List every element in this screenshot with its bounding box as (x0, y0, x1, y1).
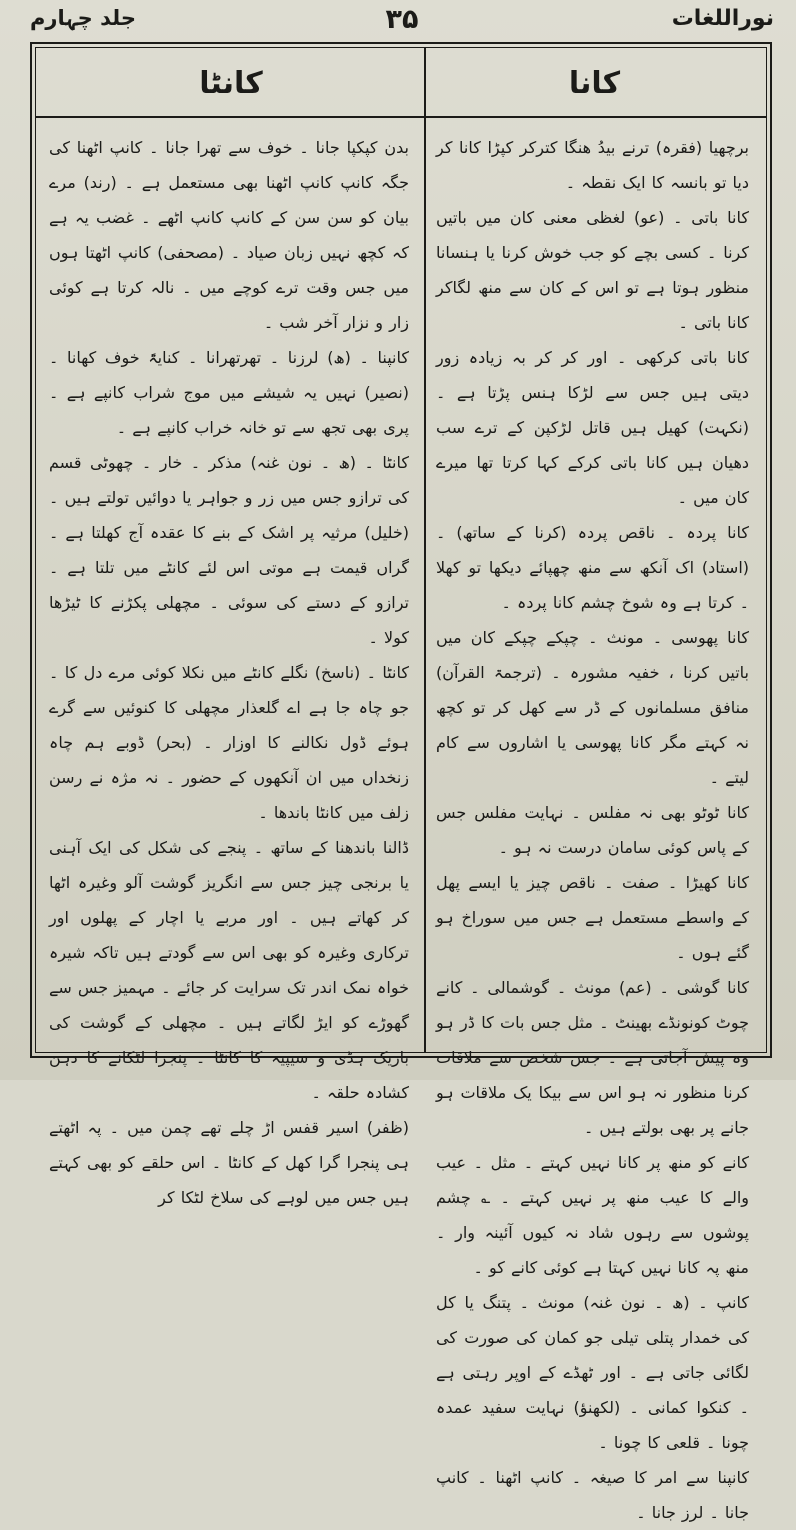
entry-text: کانٹا ۔ (ناسخ) نگلے کانٹے میں نکلا کوئی مرے دل کا ۔ جو چاہ جا ہے اے گلعذار مچھلی کا کنوئیں سے گرے ہوئے ڈول نکالنے کا اوزار ۔ (بحر) ڈوبے ہم چاہ زنخداں میں ان آنکھوں کے حضور ۔ نہ مژہ نے رسن زلف میں کانٹا باندھا ۔ (49, 663, 409, 822)
entry-text: ڈالنا باندھنا کے ساتھ ۔ پنجے کی شکل کی ایک آہنی یا برنجی چیز جس سے انگریز گوشت آلو وغیرہ اٹھا کر کھاتے ہیں ۔ اور مربے یا اچار کے پھلوں اور ترکاری وغیرہ کو بھی اس سے گودتے ہیں تاکہ شیرہ خواہ نمک اندر تک سرایت کر جائے ۔ مہمیز جس سے گھوڑے کو ایڑ لگاتے ہیں ۔ مچھلی کے گوشت کی باریک ہڈی و سیپیہ کا کانٹا ۔ پنجرا لٹکانے کا دہن کشادہ حلقہ ۔ (49, 838, 409, 1102)
column-divider (424, 48, 426, 1052)
entry-text: کانے کو منھ پر کانا نہیں کہتے ۔ مثل ۔ عیب والے کا عیب منھ پر نہیں کہتے ۔ ؎ چشم پوشوں سے رہوں شاد نہ کیوں آئینہ وار ۔ منھ پہ کانا نہیں کہتا ہے کوئی کانے کو ۔ (436, 1153, 749, 1277)
entry-text: کانٹا ۔ (ھ ۔ نون غنہ) مذکر ۔ خار ۔ چھوٹی قسم کی ترازو جس میں زر و جواہر یا دوائیں تولتے ہیں ۔ (خلیل) مرثیہ پر اشک کے بنے کا عقدہ آج کھلتا ہے ۔ گراں قیمت ہے موتی اس لئے کانٹے میں تلتا ہے ۔ ترازو کے دستے کی سوئی ۔ مچھلی پکڑنے کا ٹیڑھا کولا ۔ (49, 453, 409, 647)
entry-text: برچھیا (فقرہ) ترنے بیدُ ھنگا کترکر کپڑا کانا کر دیا تو بانسہ کا ایک نقطہ ۔ (436, 138, 749, 192)
entry-text: کانا کھیڑا ۔ صفت ۔ ناقص چیز یا ایسے پھل کے واسطے مستعمل ہے جس میں سوراخ ہو گئے ہوں ۔ (436, 873, 749, 962)
entry-text: کانپنا سے امر کا صیغہ ۔ کانپ اٹھنا ۔ کانپ جانا ۔ لرز جانا ۔ (436, 1468, 749, 1522)
entry-text: کانا پردہ ۔ ناقص پردہ (کرنا کے ساتھ) ۔ (استاد) اک آنکھ سے منھ چھپائے دیکھا تو کھلا ۔ کرتا ہے وہ شوخ چشم کانا پردہ ۔ (436, 523, 749, 612)
right-column (428, 52, 761, 1522)
entry-text: کانا ٹوٹو بھی نہ مفلس ۔ نہایت مفلس جس کے پاس کوئی سامان درست نہ ہو ۔ (436, 803, 749, 857)
entry-text: کانا گوشی ۔ (عم) مونث ۔ گوشمالی ۔ کانے چوٹ کونونڈے بھینٹ ۔ مثل جس بات کا ڈر ہو وہ پیش آجاتی ہے ۔ جس شخص سے ملاقات کرنا منظور نہ ہو اس سے بیکا یک ملاقات ہو جانے پر بھی بولتے ہیں ۔ (436, 978, 749, 1137)
entry-text: کانپ ۔ (ھ ۔ نون غنہ) مونث ۔ پتنگ یا کل کی خمدار پتلی تیلی جو کمان کی صورت کی لگائی جاتی ہے ۔ اور ٹھڈے کے اوپر رہتی ہے ۔ کنکوا کمانی ۔ (لکھنؤ) نہایت سفید عمدہ چونا ۔ قلعی کا چونا ۔ (436, 1293, 749, 1452)
entry-text: کانا پھوسی ۔ مونث ۔ چپکے چپکے کان میں باتیں کرنا ، خفیہ مشورہ ۔ (ترجمۃ القرآن) منافق مسلمانوں کے ڈر سے کھل کر تو کچھ نہ کہتے مگر کانا پھوسی یا اشاروں سے کام لیتے ۔ (436, 628, 749, 787)
entry-text: کانا باتی ۔ (عو) لغظی معنی کان میں باتیں کرنا ۔ کسی بچے کو جب خوش کرنا یا ہنسانا منظور ہوتا ہے تو اس کے کان سے منھ لگاکر کانا باتی ۔ (436, 208, 749, 332)
entry-text: (ظفر) اسیر قفس اڑ چلے تھے چمن میں ۔ پہ اٹھتے ہی پنجرا گرا کھل کے کانٹا ۔ اس حلقے کو بھی کہتے ہیں جس میں لوہے کی سلاخ لٹکا کر (49, 1118, 409, 1207)
entry-text: کانا باتی کرکھی ۔ اور کر کر بہ زیادہ زور دیتی ہیں جس سے لڑکا ہنس پڑتا ہے ۔ (نکہت) کھیل ہیں قاتل لڑکپن کے ترے سب دھیان ہیں کانا باتی کرکے کہا کرتا تھا میرے کان میں ۔ (436, 348, 749, 507)
column-body (41, 116, 421, 1215)
column-heading: کانا (568, 66, 621, 101)
inner-frame (35, 47, 767, 1522)
column-body (428, 116, 761, 1530)
volume-label: جلد چہارم (30, 6, 136, 30)
book-title: نوراللغات (671, 6, 774, 31)
page-frame (30, 42, 772, 1522)
page-header (30, 4, 774, 38)
page-number: ۳۵ (385, 4, 419, 35)
left-column (41, 52, 421, 1207)
column-heading: کانٹا (199, 66, 263, 101)
entry-text: کانپنا ۔ (ھ) لرزنا ۔ تھرتھرانا ۔ کنایۃً خوف کھانا ۔ (نصیر) نہیں یہ شیشے میں موج شراب کانپے ہے ۔ پری بھی تجھ سے تو خانہ خراب کانپے ہے ۔ (49, 348, 409, 437)
entry-text: بدن کپکپا جانا ۔ خوف سے تھرا جانا ۔ کانپ اٹھنا کی جگہ کانپ کانپ اٹھنا بھی مستعمل ہے ۔ (رند) مرے بیان کو سن سن کے کانپ کانپ اٹھے ۔ غضب یہ ہے کہ کچھ نہیں زبان صیاد ۔ (مصحفی) کانپ اٹھتا ہوں میں جس وقت ترے کوچے میں ۔ نالہ کرتا ہے کوئی زار و نزار آخر شب ۔ (49, 138, 409, 332)
